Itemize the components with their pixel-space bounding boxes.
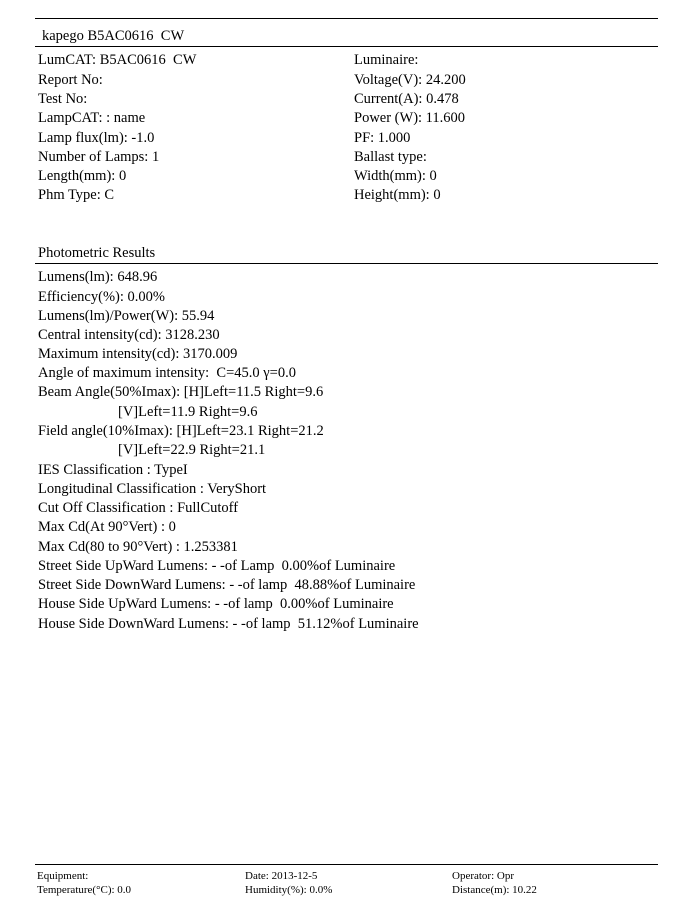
result-cutoff-classification: Cut Off Classification : FullCutoff bbox=[38, 500, 239, 516]
info-lampcat: LampCAT: : name bbox=[38, 110, 146, 126]
result-beam-angle-h: Beam Angle(50%Imax): [H]Left=11.5 Right=9.6 bbox=[38, 384, 324, 400]
info-ballast-type: Ballast type: bbox=[354, 149, 427, 165]
result-beam-angle-v: [V]Left=11.9 Right=9.6 bbox=[118, 404, 258, 420]
result-street-side-downward: Street Side DownWard Lumens: - -of lamp 48.88%of Luminaire bbox=[38, 577, 416, 593]
top-rule bbox=[35, 18, 658, 19]
result-efficiency: Efficiency(%): 0.00% bbox=[38, 289, 165, 305]
result-central-intensity: Central intensity(cd): 3128.230 bbox=[38, 327, 220, 343]
result-field-angle-h: Field angle(10%Imax): [H]Left=23.1 Right=21.2 bbox=[38, 423, 324, 439]
report-title: kapego B5AC0616 CW bbox=[42, 28, 185, 44]
footer-equipment: Equipment: bbox=[37, 870, 89, 882]
info-height: Height(mm): 0 bbox=[354, 187, 441, 203]
info-lamp-flux: Lamp flux(lm): -1.0 bbox=[38, 130, 155, 146]
footer-distance: Distance(m): 10.22 bbox=[452, 884, 537, 896]
footer-date: Date: 2013-12-5 bbox=[245, 870, 318, 882]
photometric-underline bbox=[35, 263, 658, 264]
info-voltage: Voltage(V): 24.200 bbox=[354, 72, 466, 88]
title-underline bbox=[35, 46, 658, 47]
result-ies-classification: IES Classification : TypeI bbox=[38, 462, 188, 478]
info-pf: PF: 1.000 bbox=[354, 130, 411, 146]
result-maximum-intensity: Maximum intensity(cd): 3170.009 bbox=[38, 346, 238, 362]
photometric-heading: Photometric Results bbox=[38, 245, 156, 261]
info-lumcat: LumCAT: B5AC0616 CW bbox=[38, 52, 197, 68]
footer-humidity: Humidity(%): 0.0% bbox=[245, 884, 333, 896]
result-max-cd-90: Max Cd(At 90°Vert) : 0 bbox=[38, 519, 176, 535]
result-lumens: Lumens(lm): 648.96 bbox=[38, 269, 158, 285]
result-longitudinal-classification: Longitudinal Classification : VeryShort bbox=[38, 481, 267, 497]
info-phm-type: Phm Type: C bbox=[38, 187, 115, 203]
info-number-of-lamps: Number of Lamps: 1 bbox=[38, 149, 160, 165]
footer-temperature: Temperature(°C): 0.0 bbox=[37, 884, 132, 896]
result-house-side-downward: House Side DownWard Lumens: - -of lamp 51.12%of Luminaire bbox=[38, 616, 419, 632]
result-field-angle-v: [V]Left=22.9 Right=21.1 bbox=[118, 442, 266, 458]
result-house-side-upward: House Side UpWard Lumens: - -of lamp 0.00%of Luminaire bbox=[38, 596, 394, 612]
info-report-no: Report No: bbox=[38, 72, 103, 88]
info-power: Power (W): 11.600 bbox=[354, 110, 466, 126]
info-test-no: Test No: bbox=[38, 91, 88, 107]
info-current: Current(A): 0.478 bbox=[354, 91, 459, 107]
info-width: Width(mm): 0 bbox=[354, 168, 437, 184]
result-max-intensity-angle: Angle of maximum intensity: C=45.0 γ=0.0 bbox=[38, 365, 296, 381]
footer-rule bbox=[35, 864, 658, 865]
result-lumens-per-watt: Lumens(lm)/Power(W): 55.94 bbox=[38, 308, 215, 324]
footer-operator: Operator: Opr bbox=[452, 870, 515, 882]
result-street-side-upward: Street Side UpWard Lumens: - -of Lamp 0.00%of Luminaire bbox=[38, 558, 396, 574]
info-length: Length(mm): 0 bbox=[38, 168, 127, 184]
info-luminaire: Luminaire: bbox=[354, 52, 419, 68]
result-max-cd-80-90: Max Cd(80 to 90°Vert) : 1.253381 bbox=[38, 539, 238, 555]
